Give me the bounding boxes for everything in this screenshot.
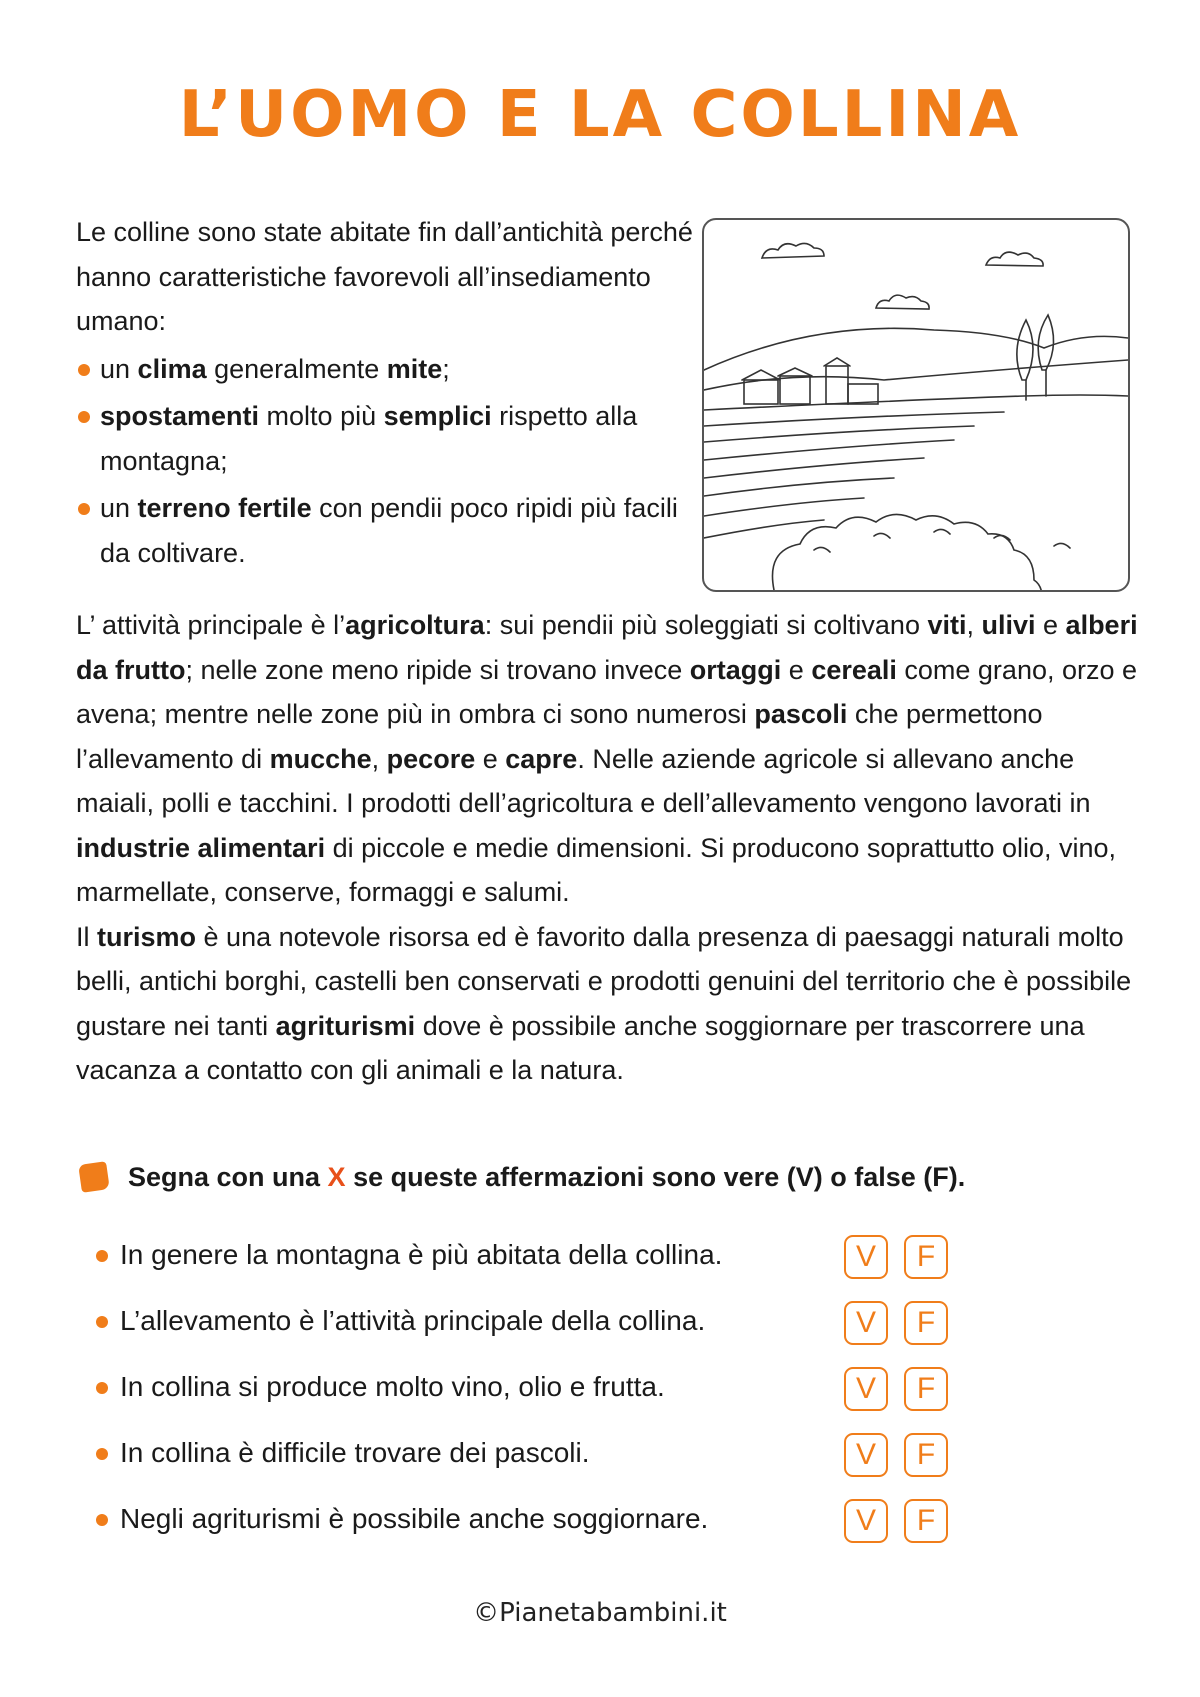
intro-item	[76, 486, 696, 575]
text-run: e	[475, 743, 506, 774]
question-row	[96, 1235, 996, 1301]
bullet-icon	[96, 1250, 108, 1262]
text-run: L’ attività principale è l’	[76, 610, 346, 640]
true-checkbox[interactable]: V	[844, 1301, 888, 1345]
bullet-icon	[96, 1316, 108, 1328]
text-run: è una notevole risorsa ed è favorito dalla presenza di paesaggi naturali molto belli, antichi borghi, castelli ben conservati e prodotti genuini del territorio che è possibile gustare nei tanti	[76, 921, 1132, 1041]
bold-keyword: pecore	[386, 743, 476, 774]
intro-item	[76, 394, 696, 483]
false-checkbox[interactable]: F	[904, 1367, 948, 1411]
page-title: L’UOMO E LA COLLINA	[178, 78, 1022, 152]
instr-f: F	[932, 1162, 949, 1192]
cloud-shape	[762, 243, 824, 258]
item-bold: spostamenti	[100, 401, 260, 431]
text-run: Il	[76, 921, 98, 952]
text-run: che permettono l’allevamento di	[76, 699, 1043, 774]
text-run: dove è possibile anche soggiornare per trascorrere una vacanza a contatto con gli animali e la natura.	[76, 1010, 1085, 1085]
intro-lead: Le colline sono state abitate fin dall’antichità perché hanno caratteristiche favorevoli all’insediamento umano:	[76, 217, 693, 336]
text-run: come grano, orzo e avena; mentre nelle zone più in ombra ci sono numerosi	[76, 654, 1138, 729]
bullet-icon	[96, 1514, 108, 1526]
intro-block	[76, 210, 696, 578]
true-checkbox[interactable]: V	[844, 1499, 888, 1543]
bullet-icon	[78, 503, 90, 515]
item-bold: semplici	[383, 401, 492, 431]
true-checkbox[interactable]: V	[844, 1433, 888, 1477]
bold-keyword: pascoli	[754, 699, 848, 729]
item-text: generalmente	[206, 353, 387, 384]
instr-text: se queste affermazioni sono vere (	[345, 1162, 796, 1192]
text-run: ,	[371, 743, 387, 774]
question-text: In collina è difficile trovare dei pascoli.	[120, 1437, 590, 1468]
hill-landscape-illustration	[702, 218, 1130, 592]
false-checkbox[interactable]: F	[904, 1499, 948, 1543]
instr-text: Segna con una	[128, 1162, 328, 1192]
bold-keyword: cereali	[811, 654, 897, 685]
text-run: : sui pendii più soleggiati si coltivano	[484, 610, 928, 640]
text-run: . Nelle aziende agricole si allevano anche maiali, polli e tacchini. I prodotti dell’agricoltura e dell’allevamento vengono lavorati in	[76, 743, 1091, 818]
text-run: e	[781, 654, 812, 685]
question-text: L’allevamento è l’attività principale della collina.	[120, 1305, 706, 1336]
item-bold: clima	[137, 353, 207, 384]
landscape-drawing	[704, 220, 1128, 590]
intro-list	[76, 347, 696, 576]
bullet-icon	[96, 1382, 108, 1394]
bold-keyword: agriturismi	[275, 1010, 416, 1041]
item-text: un	[100, 493, 138, 523]
false-checkbox[interactable]: F	[904, 1301, 948, 1345]
orange-marker-icon	[78, 1161, 110, 1193]
bold-keyword: industrie alimentari	[76, 832, 326, 863]
bullet-icon	[96, 1448, 108, 1460]
bold-keyword: turismo	[97, 921, 197, 952]
bullet-icon	[78, 411, 90, 423]
question-row	[96, 1367, 996, 1433]
item-text: con pendii poco ripidi più facili da coltivare.	[100, 493, 678, 568]
bullet-icon	[78, 364, 90, 376]
instr-text: ).	[948, 1162, 966, 1192]
true-checkbox[interactable]: V	[844, 1367, 888, 1411]
false-checkbox[interactable]: F	[904, 1433, 948, 1477]
text-run: ; nelle zone meno ripide si trovano invece	[185, 654, 690, 685]
bold-keyword: viti	[927, 610, 967, 640]
text-run: ,	[966, 610, 982, 640]
false-checkbox[interactable]: F	[904, 1235, 948, 1279]
item-bold: terreno fertile	[137, 493, 312, 523]
paragraph-tourism	[76, 915, 1156, 1093]
bold-keyword: ulivi	[981, 610, 1036, 640]
bold-keyword: capre	[505, 743, 578, 774]
item-text: rispetto alla montagna;	[100, 401, 638, 476]
item-text: un	[100, 353, 138, 384]
cloud-shape	[986, 252, 1043, 266]
true-checkbox[interactable]: V	[844, 1235, 888, 1279]
bold-keyword: agricoltura	[345, 610, 485, 640]
intro-item	[76, 347, 696, 392]
instr-x: X	[327, 1162, 346, 1192]
cloud-shape	[876, 295, 929, 309]
true-false-list	[96, 1235, 996, 1565]
item-text: ;	[442, 353, 450, 384]
question-text: Negli agriturismi è possibile anche soggiornare.	[120, 1503, 709, 1534]
text-run: di piccole e medie dimensioni. Si producono soprattutto olio, vino, marmellate, conserve, formaggi e salumi.	[76, 832, 1117, 907]
question-row	[96, 1301, 996, 1367]
exercise-instruction	[80, 1160, 1160, 1194]
question-row	[96, 1433, 996, 1499]
instr-v: V	[795, 1162, 814, 1192]
item-text: molto più	[259, 401, 384, 431]
bold-keyword: alberi da frutto	[76, 610, 1138, 685]
bold-keyword: mucche	[269, 743, 372, 774]
text-run: e	[1035, 610, 1066, 640]
main-text	[76, 603, 1156, 1093]
question-text: In collina si produce molto vino, olio e frutta.	[120, 1371, 665, 1402]
paragraph-agriculture	[76, 603, 1156, 915]
question-text: In genere la montagna è più abitata della collina.	[120, 1239, 723, 1270]
item-bold: mite	[386, 353, 443, 384]
copyright-footer: ©Pianetabambini.it	[473, 1598, 727, 1628]
instr-text: ) o false (	[813, 1162, 933, 1192]
bold-keyword: ortaggi	[689, 654, 782, 685]
question-row	[96, 1499, 996, 1565]
